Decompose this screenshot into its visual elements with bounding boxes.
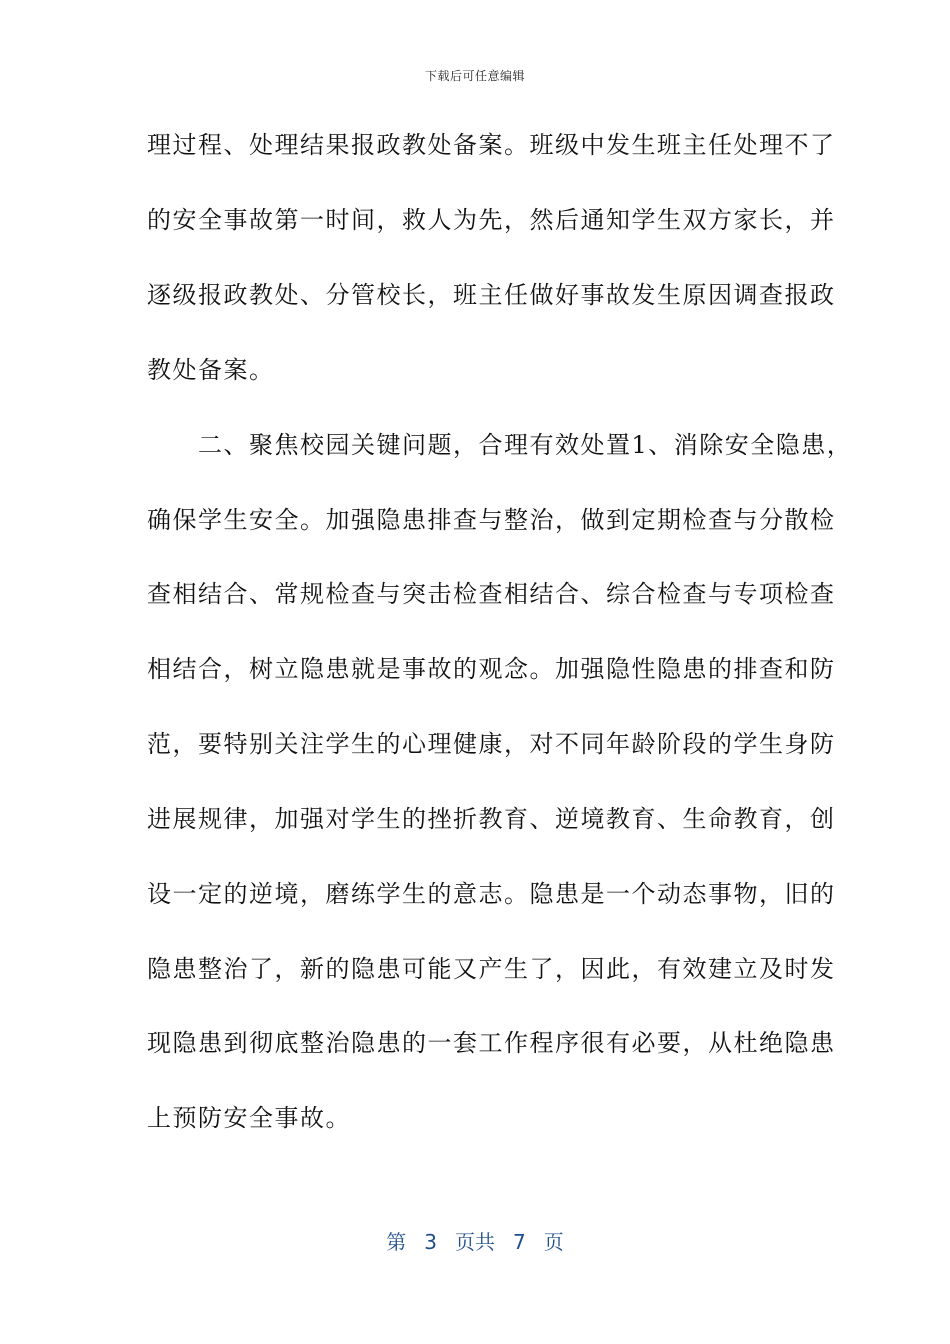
- text-line-7: 查相结合、常规检查与突击检查相结合、综合检查与专项检查: [147, 580, 836, 608]
- text-line-4: 教处备案。: [147, 356, 275, 384]
- text-line-14: 上预防安全事故。: [147, 1104, 351, 1132]
- total-pages-number: 7: [513, 1230, 526, 1254]
- text-line-3: 逐级报政教处、分管校长，班主任做好事故发生原因调查报政: [147, 281, 836, 309]
- text-line-6: 确保学生安全。加强隐患排查与整治，做到定期检查与分散检: [147, 506, 836, 534]
- footer-suffix: 页: [543, 1230, 564, 1254]
- text-line-1: 理过程、处理结果报政教处备案。班级中发生班主任处理不了: [147, 131, 836, 159]
- page-header: 下载后可任意编辑: [424, 69, 525, 83]
- current-page-number: 3: [424, 1230, 437, 1254]
- text-line-11: 设一定的逆境，磨练学生的意志。隐患是一个动态事物，旧的: [147, 880, 836, 908]
- footer-middle: 页共: [455, 1230, 495, 1254]
- text-line-9: 范，要特别关注学生的心理健康，对不同年龄阶段的学生身防: [147, 730, 836, 758]
- text-line-8: 相结合，树立隐患就是事故的观念。加强隐性隐患的排查和防: [147, 655, 836, 683]
- text-line-12: 隐患整治了，新的隐患可能又产生了，因此，有效建立及时发: [147, 955, 836, 983]
- text-line-5: 二、聚焦校园关键问题，合理有效处置1、消除安全隐患，: [147, 431, 853, 459]
- footer-prefix: 第: [386, 1230, 407, 1254]
- text-line-13: 现隐患到彻底整治隐患的一套工作程序很有必要，从杜绝隐患: [147, 1029, 836, 1057]
- page-footer: [0, 1226, 950, 1255]
- text-line-10: 进展规律，加强对学生的挫折教育、逆境教育、生命教育，创: [147, 805, 836, 833]
- text-line-2: 的安全事故第一时间，救人为先，然后通知学生双方家长，并: [147, 206, 836, 234]
